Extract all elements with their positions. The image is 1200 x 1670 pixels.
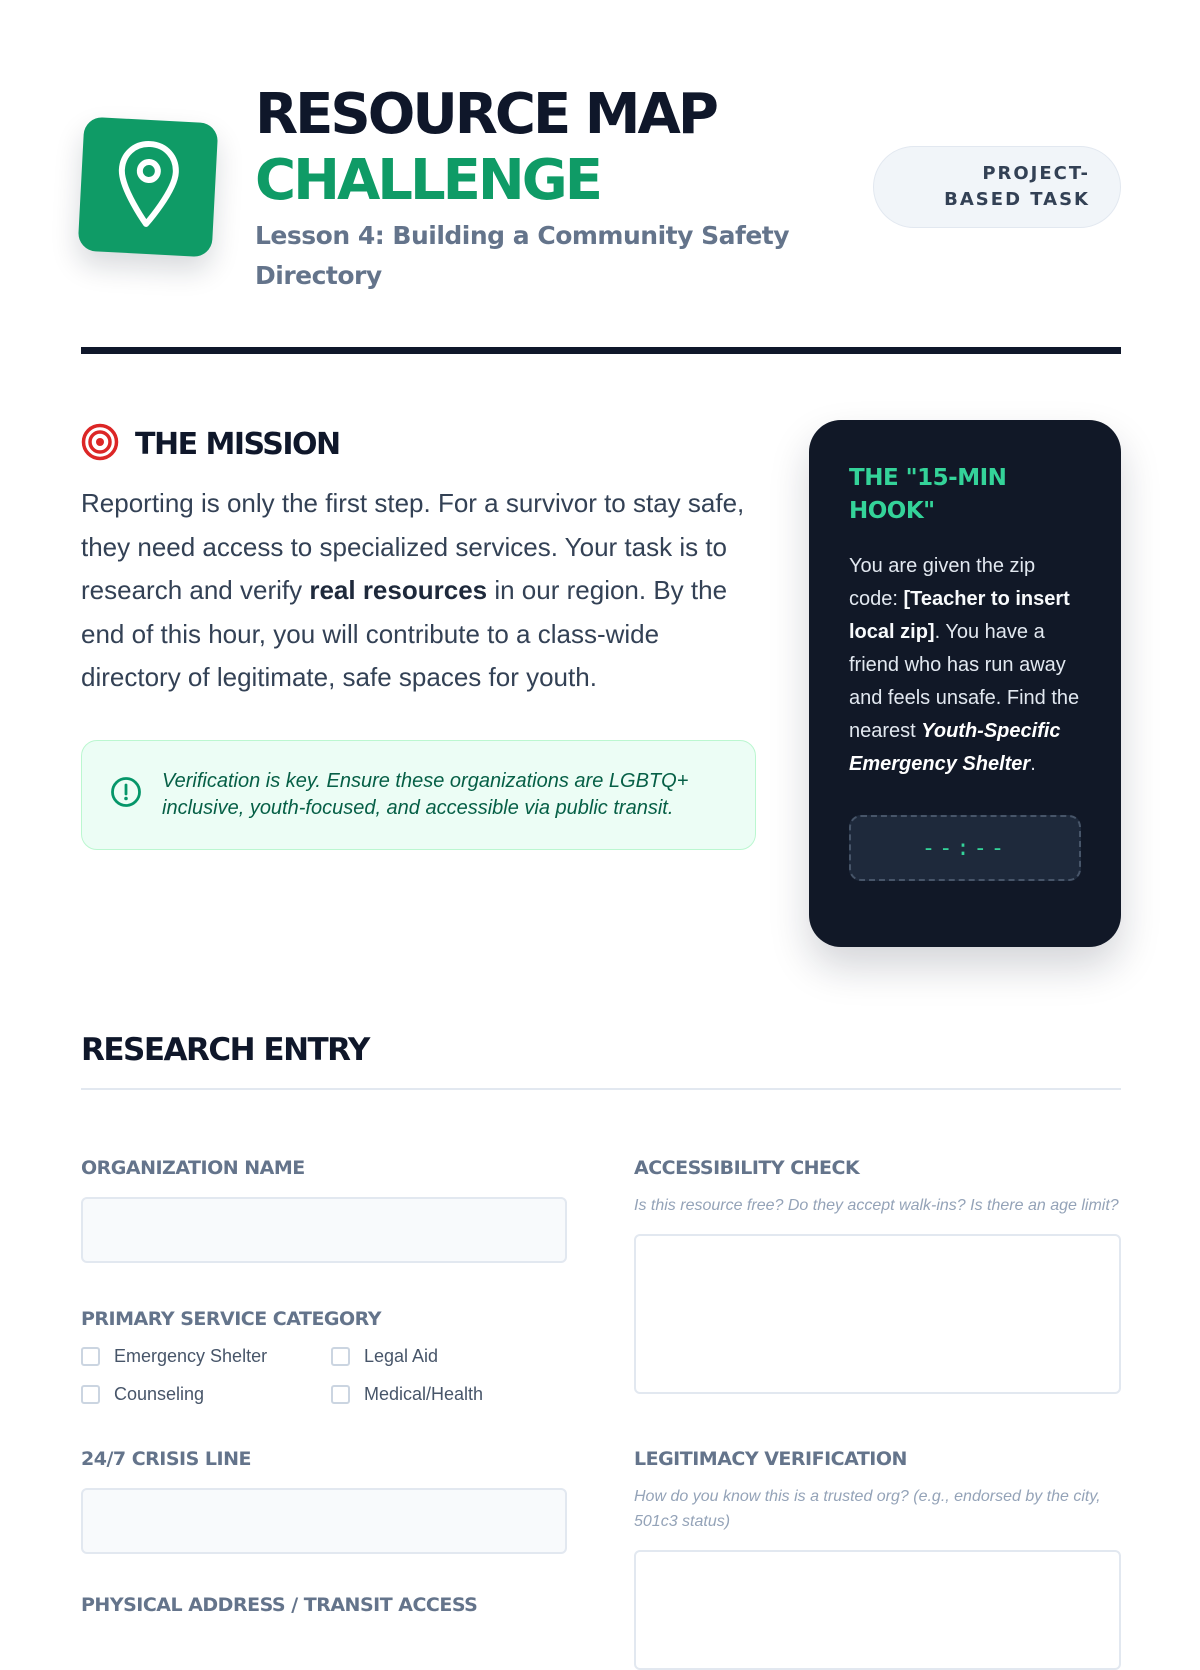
legitimacy-help-text: How do you know this is a trusted org? (e.g., endorsed by the city, 501c3 status): [634, 1488, 1101, 1530]
hook-text-part-3: .: [1030, 753, 1036, 775]
hook-text-part-2: . You have a friend who has run away and feels unsafe. Find the nearest: [849, 621, 1080, 742]
hook-target-resource: Youth-Specific Emergency Shelter: [849, 720, 1061, 775]
hook-card: [809, 420, 1121, 947]
research-entry-title: RESEARCH ENTRY: [81, 1032, 369, 1068]
accessibility-textarea[interactable]: [634, 1234, 1121, 1394]
accessibility-label: ACCESSIBILITY CHECK: [634, 1157, 860, 1179]
verification-callout: [81, 740, 756, 850]
category-option-medical-health[interactable]: [331, 1384, 561, 1404]
page-subtitle: Lesson 4: Building a Community Safety Directory: [255, 221, 790, 290]
mission-description: [81, 482, 751, 700]
header: [81, 0, 1121, 360]
mission-section: [81, 420, 756, 850]
task-type-badge: [873, 146, 1121, 228]
research-form-right: [634, 1155, 1121, 1670]
header-divider: [81, 347, 1121, 354]
category-label: PRIMARY SERVICE CATEGORY: [81, 1308, 382, 1330]
checkbox[interactable]: [331, 1347, 350, 1366]
category-option-label: Medical/Health: [364, 1383, 484, 1404]
mission-heading: [81, 420, 756, 468]
category-option-label: Legal Aid: [364, 1345, 439, 1366]
category-option-emergency-shelter[interactable]: [81, 1346, 331, 1366]
task-type-badge-label: PROJECT-BASED TASK: [944, 163, 1090, 210]
mission-text-part-2: in our region. By the end of this hour, you will contribute to a class-wide directory of legitimate, safe spaces for youth.: [81, 575, 728, 692]
page-title: RESOURCE MAP: [255, 82, 716, 147]
research-form-left: [81, 1155, 567, 1618]
crisis-line-label: 24/7 CRISIS LINE: [81, 1448, 251, 1470]
category-option-counseling[interactable]: [81, 1384, 331, 1404]
mission-text-part-1: Reporting is only the first step. For a survivor to stay safe, they need access to specialized services. Your task is to research and verify: [81, 488, 745, 605]
target-icon: [81, 423, 119, 466]
legitimacy-label: LEGITIMACY VERIFICATION: [634, 1448, 907, 1470]
title-block: [255, 82, 815, 296]
research-divider: [81, 1088, 1121, 1090]
hook-title: THE "15-MIN HOOK": [849, 465, 1007, 524]
hook-text-part-1: You are given the zip code:: [849, 555, 1036, 610]
org-name-input[interactable]: [81, 1197, 567, 1263]
crisis-line-input[interactable]: [81, 1488, 567, 1554]
logo-tile: [78, 117, 219, 258]
mission-text-emphasis: real resources: [309, 575, 488, 605]
checkbox[interactable]: [81, 1347, 100, 1366]
address-label: PHYSICAL ADDRESS / TRANSIT ACCESS: [81, 1594, 478, 1616]
page: [81, 0, 1121, 1616]
accessibility-help-text: Is this resource free? Do they accept walk-ins? Is there an age limit?: [634, 1197, 1119, 1214]
verification-callout-text: Verification is key. Ensure these organizations are LGBTQ+ inclusive, youth-focused, and accessible via public transit.: [162, 769, 689, 819]
category-option-label: Counseling: [114, 1383, 205, 1404]
category-option-label: Emergency Shelter: [114, 1345, 268, 1366]
checkbox[interactable]: [81, 1385, 100, 1404]
alert-circle-icon: [110, 776, 142, 813]
checkbox[interactable]: [331, 1385, 350, 1404]
hook-zip-placeholder: [Teacher to insert local zip]: [849, 588, 1070, 643]
hook-timer[interactable]: --:--: [849, 815, 1081, 881]
hook-description: [849, 550, 1089, 781]
mission-title: THE MISSION: [135, 426, 340, 462]
legitimacy-textarea[interactable]: [634, 1550, 1121, 1670]
map-pin-icon: [115, 138, 182, 236]
category-option-legal-aid[interactable]: [331, 1346, 561, 1366]
page-title-accent: CHALLENGE: [255, 148, 601, 213]
org-name-label: ORGANIZATION NAME: [81, 1157, 305, 1179]
category-checkbox-group: [81, 1346, 567, 1404]
